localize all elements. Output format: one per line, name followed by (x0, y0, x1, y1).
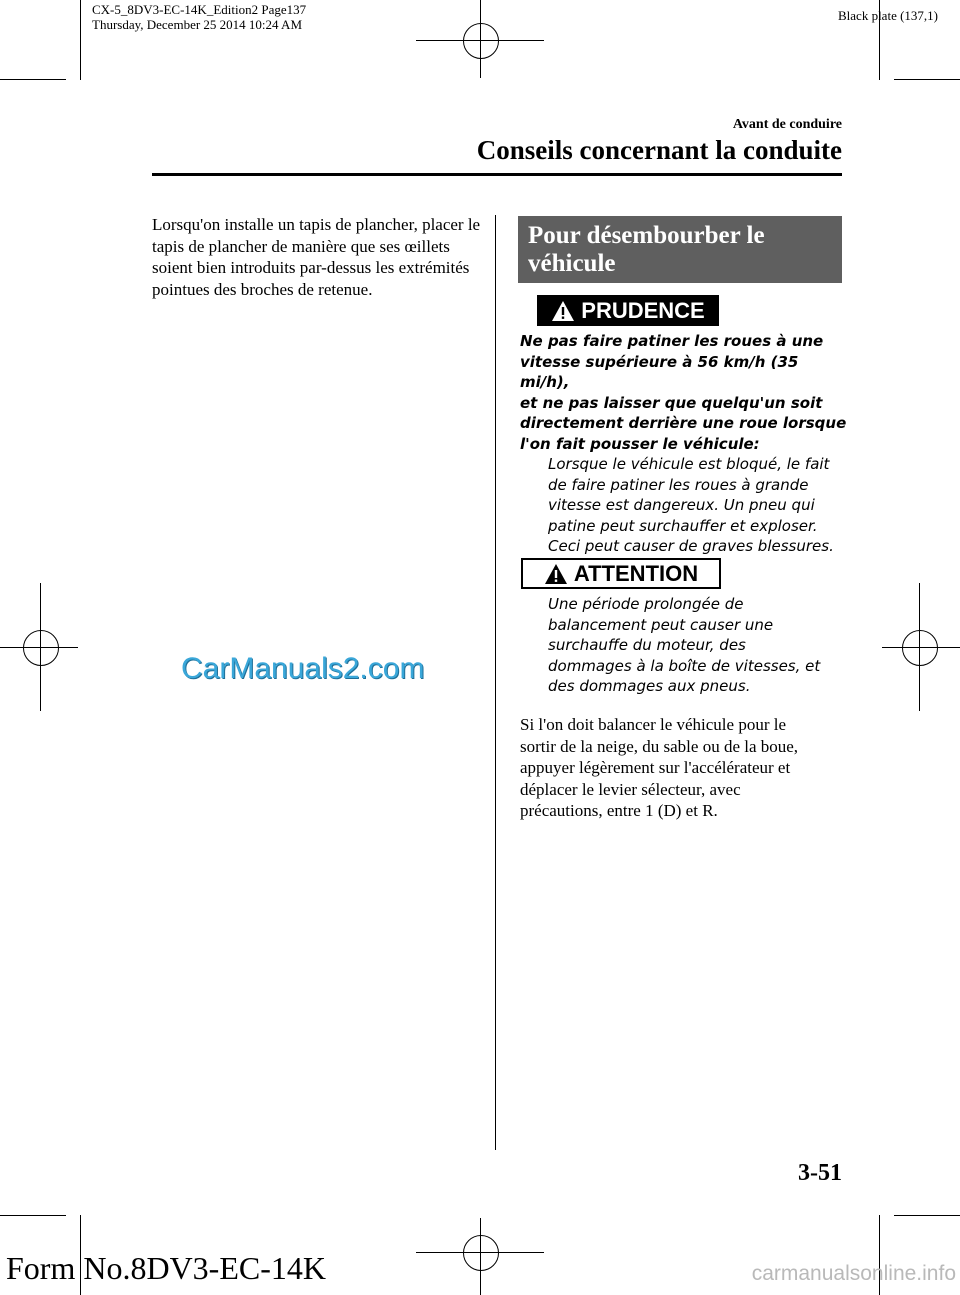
floor-mat-paragraph: Lorsqu'on installe un tapis de plancher, placer le tapis de plancher de manière que ses œillets soient bien introduits par-dessus les extrémités pointues des broches de retenue. (152, 215, 481, 299)
caution-label-text: PRUDENCE (581, 297, 705, 323)
footer-site-watermark: carmanualsonline.info (751, 1262, 956, 1285)
attention-line-1: Une période prolongée de (548, 595, 744, 613)
section-title: Conseils concernant la conduite (476, 135, 842, 165)
topic-heading-line1: Pour désembourber le (528, 222, 765, 249)
caution-line-4: patine peut surchauffer et exploser. (548, 516, 818, 535)
attention-line-5: des dommages aux pneus. (548, 677, 751, 695)
warning-triangle-icon (551, 300, 575, 322)
warning-triangle-icon (544, 563, 568, 585)
caution-line-3: vitesse est dangereux. Un pneu qui (548, 496, 815, 514)
attention-label-text: ATTENTION (573, 560, 699, 586)
attention-line-2: balancement peut causer une (548, 615, 774, 634)
form-number: Form No.8DV3-EC-14K (6, 1250, 326, 1286)
caution-bold-line-2: vitesse supérieure à 56 km/h (35 mi/h), (520, 352, 799, 391)
caution-bold-line-5: l'on fait pousser le véhicule: (520, 434, 760, 453)
print-file-line: CX-5_8DV3-EC-14K_Edition2 Page137 (92, 2, 307, 17)
attention-block (548, 594, 848, 697)
rocking-line-2: sortir de la neige, du sable ou de la boue, (520, 736, 799, 756)
print-date-line: Thursday, December 25 2014 10:24 AM (92, 17, 303, 32)
rocking-paragraph (520, 714, 850, 822)
attention-line-4: dommages à la boîte de vitesses, et (548, 656, 821, 675)
topic-heading (518, 216, 842, 283)
caution-label (537, 295, 719, 326)
watermark-logo: CarManuals2.com (181, 652, 425, 685)
caution-block (520, 331, 850, 557)
caution-line-2: de faire patiner les roues à grande (548, 475, 809, 494)
attention-label (521, 558, 721, 589)
attention-line-3: surchauffe du moteur, des (548, 636, 746, 654)
rocking-line-4: déplacer le levier sélecteur, avec (520, 779, 741, 799)
header-rule (152, 173, 842, 176)
plate-label: Black plate (137,1) (838, 8, 938, 23)
section-subtitle: Avant de conduire (732, 117, 842, 132)
caution-bold-line-4: directement derrière une roue lorsque (520, 414, 847, 432)
caution-bold-line-3: et ne pas laisser que quelqu'un soit (520, 393, 823, 412)
caution-line-5: Ceci peut causer de graves blessures. (548, 537, 834, 555)
page-number: 3-51 (798, 1160, 842, 1186)
topic-heading-line2: véhicule (528, 250, 616, 277)
rocking-line-1: Si l'on doit balancer le véhicule pour le (520, 715, 787, 734)
column-divider (495, 215, 496, 1150)
caution-bold-line-1: Ne pas faire patiner les roues à une (520, 332, 824, 350)
rocking-line-3: appuyer légèrement sur l'accélérateur et (520, 758, 791, 777)
caution-line-1: Lorsque le véhicule est bloqué, le fait (548, 455, 830, 473)
rocking-line-5: précautions, entre 1 (D) et R. (520, 801, 718, 820)
